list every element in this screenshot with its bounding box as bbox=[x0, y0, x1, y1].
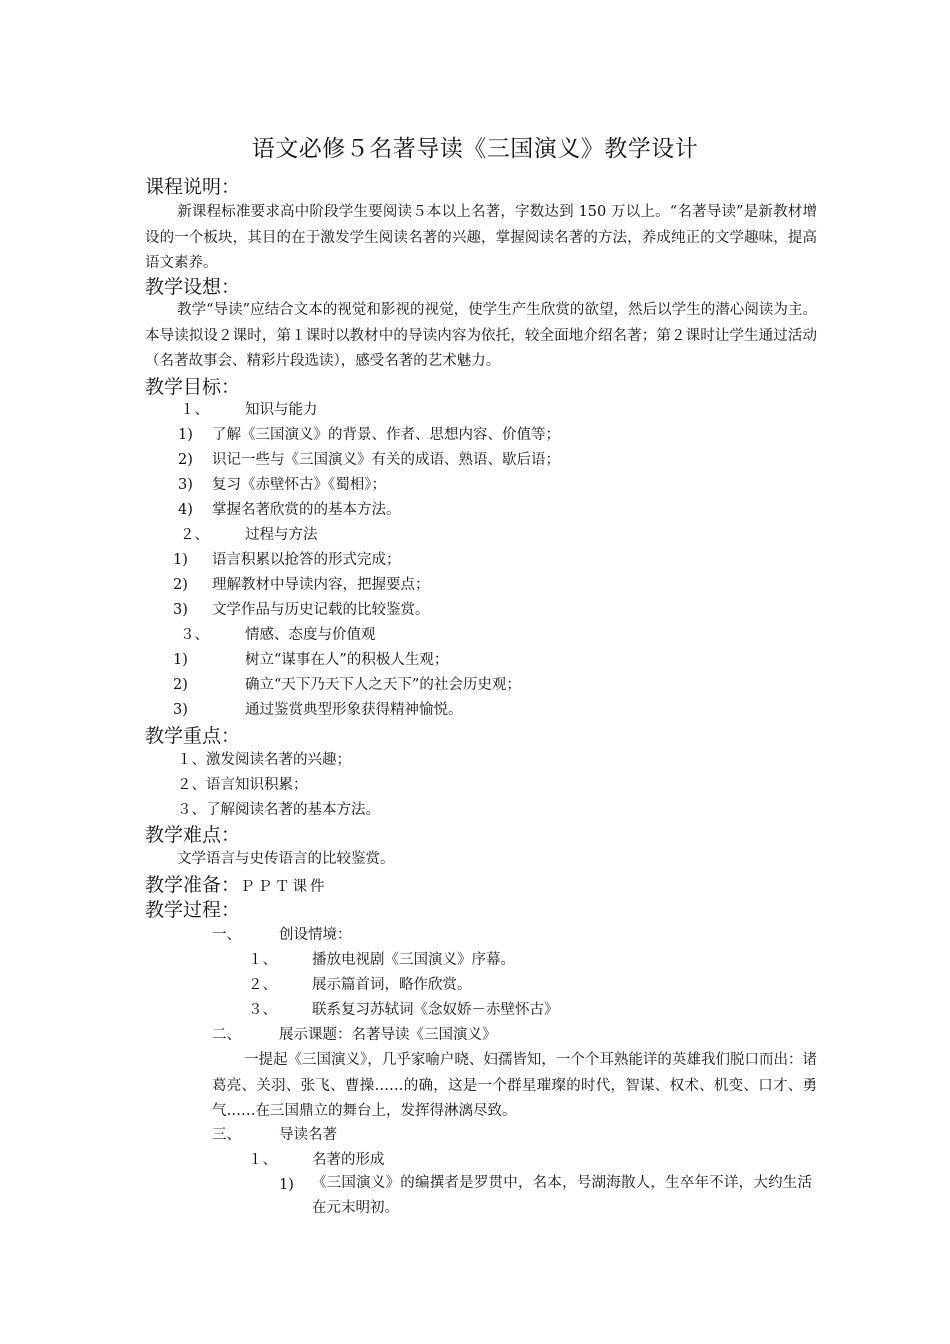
list-item: 识记一些与《三国演义》有关的成语、熟语、歇后语； bbox=[212, 452, 560, 468]
list-number: 3) bbox=[173, 702, 188, 718]
preparation-label: 教学准备： bbox=[145, 874, 241, 896]
goal-label: 知识与能力 bbox=[245, 402, 318, 418]
course-description-text: 新课程标准要求高中阶段学生要阅读５本以上名著，字数达到 150 万以上。“名著导读”是新教材增设的一个板块，其目的在于激发学生阅读名著的兴趣，掌握阅读名著的方法，养成纯正的文学趣味，提高语文素养。 bbox=[145, 204, 817, 271]
heading-teaching-concept: 教学设想： bbox=[145, 276, 241, 298]
teaching-concept-paragraph bbox=[145, 298, 817, 375]
step-label: 导读名著 bbox=[279, 1127, 337, 1143]
teaching-concept-text: 教学“导读”应结合文本的视觉和影视的视觉，使学生产生欣赏的欲望，然后以学生的潜心阅读为主。本导读拟设２课时，第１课时以教材中的导读内容为依托，较全面地介绍名著；第２课时让学生通过活动（名著故事会、精彩片段选读），感受名著的艺术魅力。 bbox=[145, 302, 817, 369]
heading-course-description: 课程说明： bbox=[145, 176, 241, 198]
goal-number: １、 bbox=[180, 402, 209, 418]
list-item: 掌握名著欣赏的的基本方法。 bbox=[212, 502, 401, 518]
list-number: 3) bbox=[178, 477, 193, 493]
heading-teaching-goals: 教学目标： bbox=[145, 376, 241, 398]
step-number: 三、 bbox=[212, 1127, 241, 1143]
step-label: 展示课题：名著导读《三国演义》 bbox=[279, 1027, 497, 1043]
list-number: 4) bbox=[178, 502, 193, 518]
heading-key-points: 教学重点： bbox=[145, 725, 241, 747]
heading-preparation bbox=[145, 872, 328, 900]
heading-difficulties: 教学难点： bbox=[145, 824, 241, 846]
goal-number: ２、 bbox=[180, 527, 209, 543]
step2-paragraph bbox=[212, 1048, 817, 1125]
list-item: 理解教材中导读内容，把握要点； bbox=[212, 577, 430, 593]
list-item: 确立“天下乃天下人之天下”的社会历史观； bbox=[245, 677, 521, 693]
list-item: 了解《三国演义》的背景、作者、思想内容、价值等； bbox=[212, 427, 560, 443]
list-number: 1) bbox=[279, 1177, 294, 1193]
list-number: 2) bbox=[178, 452, 193, 468]
list-number: 2) bbox=[173, 677, 188, 693]
document-title: 语文必修５名著导读《三国演义》教学设计 bbox=[251, 136, 699, 162]
list-item: 语言积累以抢答的形式完成； bbox=[212, 552, 401, 568]
list-number: １、 bbox=[248, 1152, 277, 1168]
step-label: 创设情境： bbox=[279, 927, 352, 943]
list-number: 1) bbox=[178, 427, 193, 443]
list-number: １、 bbox=[248, 952, 277, 968]
list-item: 树立“谋事在人”的积极人生观； bbox=[245, 652, 449, 668]
list-item: ３、了解阅读名著的基本方法。 bbox=[177, 802, 380, 818]
list-number: ３、 bbox=[248, 1002, 277, 1018]
list-number: ２、 bbox=[248, 977, 277, 993]
course-description-paragraph bbox=[145, 200, 817, 277]
goal-label: 情感、态度与价值观 bbox=[245, 627, 376, 643]
list-item: 播放电视剧《三国演义》序幕。 bbox=[312, 952, 515, 968]
step2-text: 一提起《三国演义》，几乎家喻户晓、妇孺皆知，一个个耳熟能详的英雄我们脱口而出：诸葛亮、关羽、张飞、曹操……的确，这是一个群星璀璨的时代，智谋、权术、机变、口才、勇气……在三国鼎立的舞台上，发挥得淋漓尽致。 bbox=[212, 1052, 817, 1119]
list-number: 2) bbox=[173, 577, 188, 593]
list-item-paragraph: 《三国演义》的编撰者是罗贯中，名本，号湖海散人，生卒年不详，大约生活在元末明初。 bbox=[312, 1175, 812, 1216]
list-item: ２、语言知识积累； bbox=[177, 777, 308, 793]
list-item: 通过鉴赏典型形象获得精神愉悦。 bbox=[245, 702, 463, 718]
preparation-value: ＰＰＴ课件 bbox=[240, 879, 328, 895]
goal-label: 过程与方法 bbox=[245, 527, 318, 543]
step-number: 一、 bbox=[212, 927, 241, 943]
sub-label: 名著的形成 bbox=[312, 1152, 385, 1168]
goal-number: ３、 bbox=[180, 627, 209, 643]
step-number: 二、 bbox=[212, 1027, 241, 1043]
list-item: １、激发阅读名著的兴趣； bbox=[177, 752, 351, 768]
list-item: 展示篇首词，略作欣赏。 bbox=[312, 977, 472, 993]
difficulty-text: 文学语言与史传语言的比较鉴赏。 bbox=[177, 851, 395, 867]
list-number: 1) bbox=[173, 552, 188, 568]
list-number: 3) bbox=[173, 602, 188, 618]
list-item: 复习《赤壁怀古》《蜀相》； bbox=[212, 477, 386, 493]
list-number: 1) bbox=[173, 652, 188, 668]
heading-process: 教学过程： bbox=[145, 899, 241, 921]
list-item: 文学作品与历史记载的比较鉴赏。 bbox=[212, 602, 430, 618]
list-item: 联系复习苏轼词《念奴娇－赤壁怀古》 bbox=[312, 1002, 559, 1018]
